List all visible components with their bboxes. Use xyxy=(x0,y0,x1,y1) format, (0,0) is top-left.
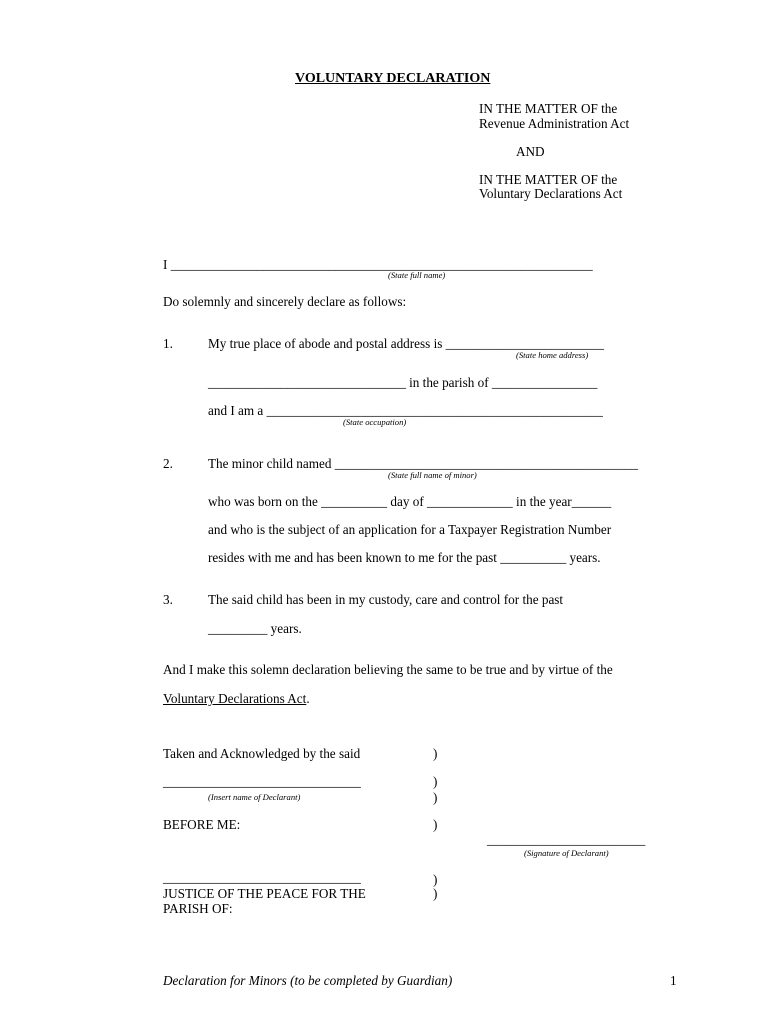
custody-years-line[interactable]: _________ years. xyxy=(208,621,302,636)
trn-application-line: and who is the subject of an application for a Taxpayer Registration Number xyxy=(208,522,612,537)
hint-insert-name: (Insert name of Declarant) xyxy=(208,792,301,802)
closing-period: . xyxy=(306,691,310,706)
hint-signature: (Signature of Declarant) xyxy=(524,848,609,858)
declarant-name-field[interactable]: ______________________________ xyxy=(163,774,361,789)
hint-occupation: (State occupation) xyxy=(343,417,407,427)
hint-home-address: (State home address) xyxy=(516,350,589,360)
matter-and: AND xyxy=(516,144,545,159)
item-2-number: 2. xyxy=(163,456,173,471)
jp-signature-line[interactable]: ______________________________ xyxy=(163,870,361,885)
signature-line[interactable]: ________________________ xyxy=(487,832,646,847)
document-title: VOLUNTARY DECLARATION xyxy=(295,71,491,86)
before-me: BEFORE ME: xyxy=(163,817,241,832)
address-line[interactable]: My true place of abode and postal address is ________________________ xyxy=(208,336,604,351)
closing-statement: And I make this solemn declaration believing the same to be true and by virtue of the xyxy=(163,662,613,677)
paren-2: ) xyxy=(433,774,438,789)
custody-line: The said child has been in my custody, care and control for the past xyxy=(208,592,564,607)
jp-title-2: PARISH OF: xyxy=(163,901,233,916)
paren-5: ) xyxy=(433,872,438,887)
paren-4: ) xyxy=(433,817,438,832)
minor-name-line[interactable]: The minor child named ______________________________________________ xyxy=(208,456,639,471)
paren-6: ) xyxy=(433,886,438,901)
parish-line[interactable]: ______________________________ in the parish of ________________ xyxy=(208,375,598,390)
matter-line-1: IN THE MATTER OF the xyxy=(479,101,618,116)
matter-line-4: Voluntary Declarations Act xyxy=(479,186,623,201)
paren-1: ) xyxy=(433,746,438,761)
hint-full-name: (State full name) xyxy=(388,270,446,280)
act-name: Voluntary Declarations Act xyxy=(163,691,307,706)
taken-acknowledged: Taken and Acknowledged by the said xyxy=(163,746,361,761)
jp-title-1: JUSTICE OF THE PEACE FOR THE xyxy=(163,886,366,901)
item-1-number: 1. xyxy=(163,336,173,351)
matter-line-3: IN THE MATTER OF the xyxy=(479,172,618,187)
known-years-line[interactable]: resides with me and has been known to me for the past __________ years. xyxy=(208,550,601,565)
birth-date-line[interactable]: who was born on the __________ day of _____________ in the year______ xyxy=(208,494,612,509)
occupation-line[interactable]: and I am a ___________________________________________________ xyxy=(208,403,603,418)
footer-text: Declaration for Minors (to be completed by Guardian) xyxy=(163,973,453,988)
item-3-number: 3. xyxy=(163,592,173,607)
closing-act-line xyxy=(163,692,310,705)
matter-line-2: Revenue Administration Act xyxy=(479,116,630,131)
page-number: 1 xyxy=(670,973,677,988)
declarant-name-line[interactable]: I ________________________________________________________________ xyxy=(163,257,593,272)
hint-minor-name: (State full name of minor) xyxy=(388,470,477,480)
declare-intro: Do solemnly and sincerely declare as follows: xyxy=(163,294,407,309)
paren-3: ) xyxy=(433,790,438,805)
